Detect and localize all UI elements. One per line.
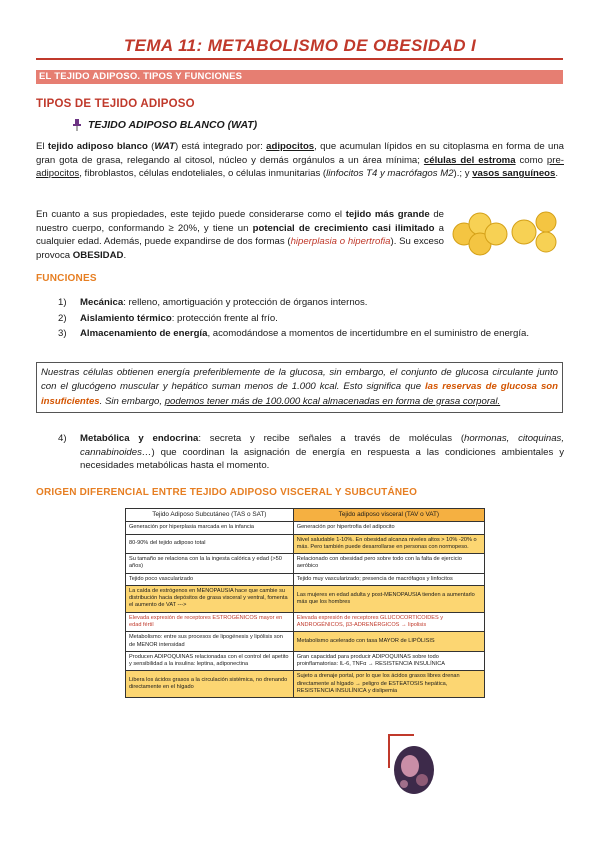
table-row: [126, 573, 485, 585]
funciones-list-cont: [58, 432, 564, 475]
header-sat: Tejido Adiposo Subcutáneo (TAS o SAT): [126, 509, 294, 522]
heading-tipos: TIPOS DE TEJIDO ADIPOSO: [36, 98, 195, 110]
table-cell: Elevada expresión de receptores ESTROGÉNICOS mayor en edad fértil: [126, 612, 294, 632]
section-bar: EL TEJIDO ADIPOSO. TIPOS Y FUNCIONES: [36, 70, 563, 84]
list-item: 1) Mecánica: relleno, amortiguación y protección de órganos internos.: [58, 297, 368, 308]
list-item: 2) Aislamiento térmico: protección frente al frío.: [58, 312, 278, 324]
table-cell: 80-90% del tejido adiposo total: [126, 534, 294, 554]
table-row: [126, 554, 485, 574]
table-cell: Sujeto a drenaje portal, por lo que los ácidos grasos libres drenan directamente al hígado → peligro de ESTEATOSIS hepática, RESISTENCIA INSULÍNICA y dislipemia: [293, 671, 484, 698]
table-cell: Su tamaño se relaciona con la la ingesta calórica y edad (>50 años): [126, 554, 294, 574]
table-cell: Gran capacidad para producir ADIPOQUINAS sobre todo proinflamatorias: IL-6, TNFα → RESISTENCIA INSULÍNICA: [293, 651, 484, 671]
table-row: [126, 585, 485, 612]
table-cell: Relacionado con obesidad pero sobre todo con la falta de ejercicio aeróbico: [293, 554, 484, 574]
table-cell: Libera los ácidos grasos a la circulación sistémica, no drenando directamente en el hígado: [126, 671, 294, 698]
adipocytes-illustration: [450, 210, 562, 256]
heading-wat: [72, 118, 257, 133]
list-item: 3) Almacenamiento de energía, acomodándose a momentos de incertidumbre en el suministro de energía.: [58, 328, 530, 340]
table-row: [126, 651, 485, 671]
table-cell: La caída de estrógenos en MENOPAUSIA hace que cambie su distribución hacia depósitos de grasa visceral y ventral, fomenta el aumento de VAT --->: [126, 585, 294, 612]
liver-micrograph-image: [390, 740, 438, 798]
table-cell: Metabolismo: entre sus procesos de lipogénesis y lipólisis son de MENOR intensidad: [126, 632, 294, 652]
heading-funciones: FUNCIONES: [36, 273, 97, 284]
table-row: [126, 534, 485, 554]
table-cell: Las mujeres en edad adulta y post-MENOPAUSIA tienden a aumentarlo más que los hombres: [293, 585, 484, 612]
list-item: 4) Metabólica y endocrina: secreta y recibe señales a través de moléculas (hormonas, citoquinas, cannabinoides…) que coordinan la asignación de energía en respuesta a las condiciones ambientales y necesidades metabólicas hasta el momento.: [58, 433, 564, 472]
annotation-line: [388, 734, 414, 736]
title-divider: [36, 58, 563, 60]
paragraph-wat-composition: El tejido adiposo blanco (WAT) está integrado por: adipocitos, que acumulan lípidos en su citoplasma en forma de una gran gota de grasa, relegando al citosol, núcleo y demás orgánulos a un área mínima; células del estroma como pre-adipocitos, fibroblastos, células endoteliales, o células inmunitarias (linfocitos T4 y macrófagos M2).; y vasos sanguíneos.: [36, 141, 565, 180]
header-vat: Tejido adiposo visceral (TAV o VAT): [293, 509, 484, 522]
table-cell: Tejido muy vascularizado; presencia de macrófagos y linfocitos: [293, 573, 484, 585]
heading-origen: ORIGEN DIFERENCIAL ENTRE TEJIDO ADIPOSO VISCERAL Y SUBCUTÁNEO: [36, 487, 418, 498]
page-title: TEMA 11: METABOLISMO DE OBESIDAD I: [123, 36, 477, 55]
table-cell: Nivel saludable 1-10%. En obesidad alcanza niveles altos > 10% -20% o más. Pero también puede desarrollarse en personas con normopeso.: [293, 534, 484, 554]
table-cell: Metabolismo acelerado con tasa MAYOR de LIPÓLISIS: [293, 632, 484, 652]
funciones-list: [58, 296, 564, 343]
table-cell: Generación por hipertrofia del adipocito: [293, 522, 484, 534]
table-row: [126, 522, 485, 534]
heading-wat-text: TEJIDO ADIPOSO BLANCO (WAT): [88, 119, 258, 131]
pushpin-icon: [72, 119, 82, 131]
table-row: [126, 671, 485, 698]
table-row: [126, 612, 485, 632]
energy-quote-box: Nuestras células obtienen energía preferiblemente de la glucosa, sin embargo, el conjunto de glucosa circulante junto con el glucógeno muscular y hepático suman menos de 1.000 kcal. Esto significa que las reservas de glucosa son insuficientes. Sin embargo, podemos tener más de 100.000 kcal almacenadas en forma de grasa corporal.: [36, 362, 563, 413]
paragraph-wat-properties: En cuanto a sus propiedades, este tejido puede considerarse como el tejido más grande de nuestro cuerpo, conformando ≥ 20%, y tiene un potencial de crecimiento casi ilimitado a cualquier edad. Además, puede expandirse de dos formas (hiperplasia o hipertrofia). Su exceso provoca OBESIDAD.: [36, 209, 445, 261]
table-row: [126, 632, 485, 652]
table-cell: Elevada expresión de receptores GLUCOCORTICOIDES y ANDROGÉNICOS, β3-ADRENÉRGICOS → lipolisis: [293, 612, 484, 632]
table-cell: Generación por hiperplasia marcada en la infancia: [126, 522, 294, 534]
table-cell: Tejido poco vascularizado: [126, 573, 294, 585]
table-header-row: [126, 509, 485, 522]
table-cell: Producen ADIPOQUINAS relacionadas con el control del apetito y sensibilidad a la insulina: leptina, adiponectina: [126, 651, 294, 671]
comparison-table: [125, 508, 485, 698]
